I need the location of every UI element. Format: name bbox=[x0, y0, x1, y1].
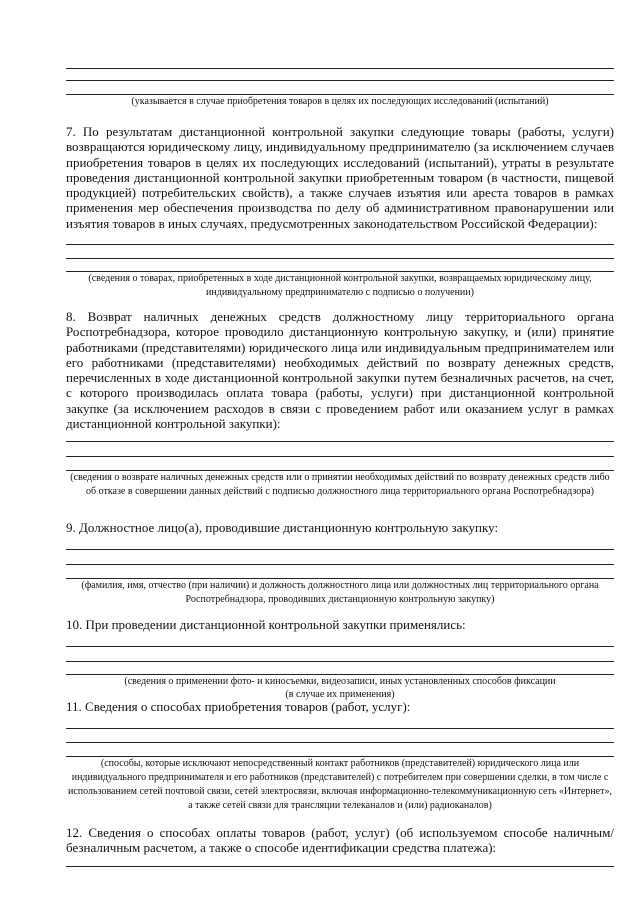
item-11-text: 11. Сведения о способах приобретения товаров (работ, услуг): bbox=[66, 699, 411, 714]
blank-line bbox=[66, 742, 614, 743]
item-12-text: 12. Сведения о способах оплаты товаров (работ, услуг) (об используемом способе наличным/безналичным расчетом, а также о способе идентификации средства платежа): bbox=[66, 825, 614, 856]
item-7-caption: (сведения о товарах, приобретенных в ходе дистанционной контрольной закупки, возвращаемых юридическому лицу, индивидуальному предпринимателю с подписью о получении) bbox=[88, 273, 592, 298]
item-7-text: 7. По результатам дистанционной контрольной закупки следующие товары (работы, услуги) возвращаются юридическому лицу, индивидуальному предпринимателю (за исключением случаев приобретения товаров в целях их последующих исследований (испытаний), утраты в результате проведения дистанционной контрольной закупки приобретенным товаром (в частности, пищевой продукцией) потребительских свойств), а также случаев изъятия или ареста товаров в рамках применения мер обеспечения производства по делу об административном правонарушении или изъятия товаров в иных случаях, предусмотренных законодательством Российской Федерации): bbox=[66, 124, 614, 231]
item-10-caption-line1: (сведения о применении фото- и киносъемки, видеозаписи, иных установленных способов фиксации bbox=[124, 676, 556, 687]
blank-line bbox=[66, 244, 614, 245]
blank-line bbox=[66, 866, 614, 867]
item-9-caption: (фамилия, имя, отчество (при наличии) и должность должностного лица или должностных лиц территориального органа Роспотребнадзора, проводивших дистанционную контрольную закупку) bbox=[81, 580, 599, 605]
item-10-caption-line2: (в случае их применения) bbox=[285, 689, 395, 700]
item-8-text: 8. Возврат наличных денежных средств должностному лицу территориального органа Роспотребнадзора, которое проводило дистанционную контрольную закупку, и (или) принятие работниками (представителями) юридического лица или индивидуальным предпринимателем или его работниками (представителями) необходимых действий по возврату денежных средств, перечисленных в ходе дистанционной контрольной закупки путем безналичных расчетов, на счет, с которого производилась оплата товара (работы, услуги) при дистанционной контрольной закупке (за исключением расходов в связи с проведением работ или оказанием услуг в рамках дистанционной контрольной закупки): bbox=[66, 309, 614, 432]
blank-line bbox=[66, 258, 614, 259]
item-10-text: 10. При проведении дистанционной контрольной закупки применялись: bbox=[66, 617, 466, 632]
blank-line bbox=[66, 564, 614, 565]
item-11-caption: (способы, которые исключают непосредственный контакт работников (представителей) юридического лица или индивидуального предпринимателя и его работников (представителей) с потребителем при совершении сделки, в том числе с использованием сетей почтовой связи, сетей электросвязи, включая информационно-телекоммуникационную сеть «Интернет», а также сетей связи для трансляции телеканалов и (или) радиоканалов) bbox=[68, 758, 612, 811]
blank-line bbox=[66, 728, 614, 729]
blank-line bbox=[66, 80, 614, 81]
blank-line bbox=[66, 661, 614, 662]
blank-line bbox=[66, 456, 614, 457]
blank-line bbox=[66, 549, 614, 550]
blank-line bbox=[66, 441, 614, 442]
item-9-text: 9. Должностное лицо(а), проводившие дистанционную контрольную закупку: bbox=[66, 520, 499, 535]
blank-line bbox=[66, 68, 614, 69]
caption-top: (указывается в случае приобретения товаров в целях их последующих исследований (испытаний) bbox=[131, 96, 549, 107]
blank-line bbox=[66, 646, 614, 647]
item-8-caption: (сведения о возврате наличных денежных средств или о принятии необходимых действий по возврату денежных средств либо об отказе в совершении данных действий с подписью должностного лица территориального органа Роспотребнадзора) bbox=[70, 472, 610, 497]
